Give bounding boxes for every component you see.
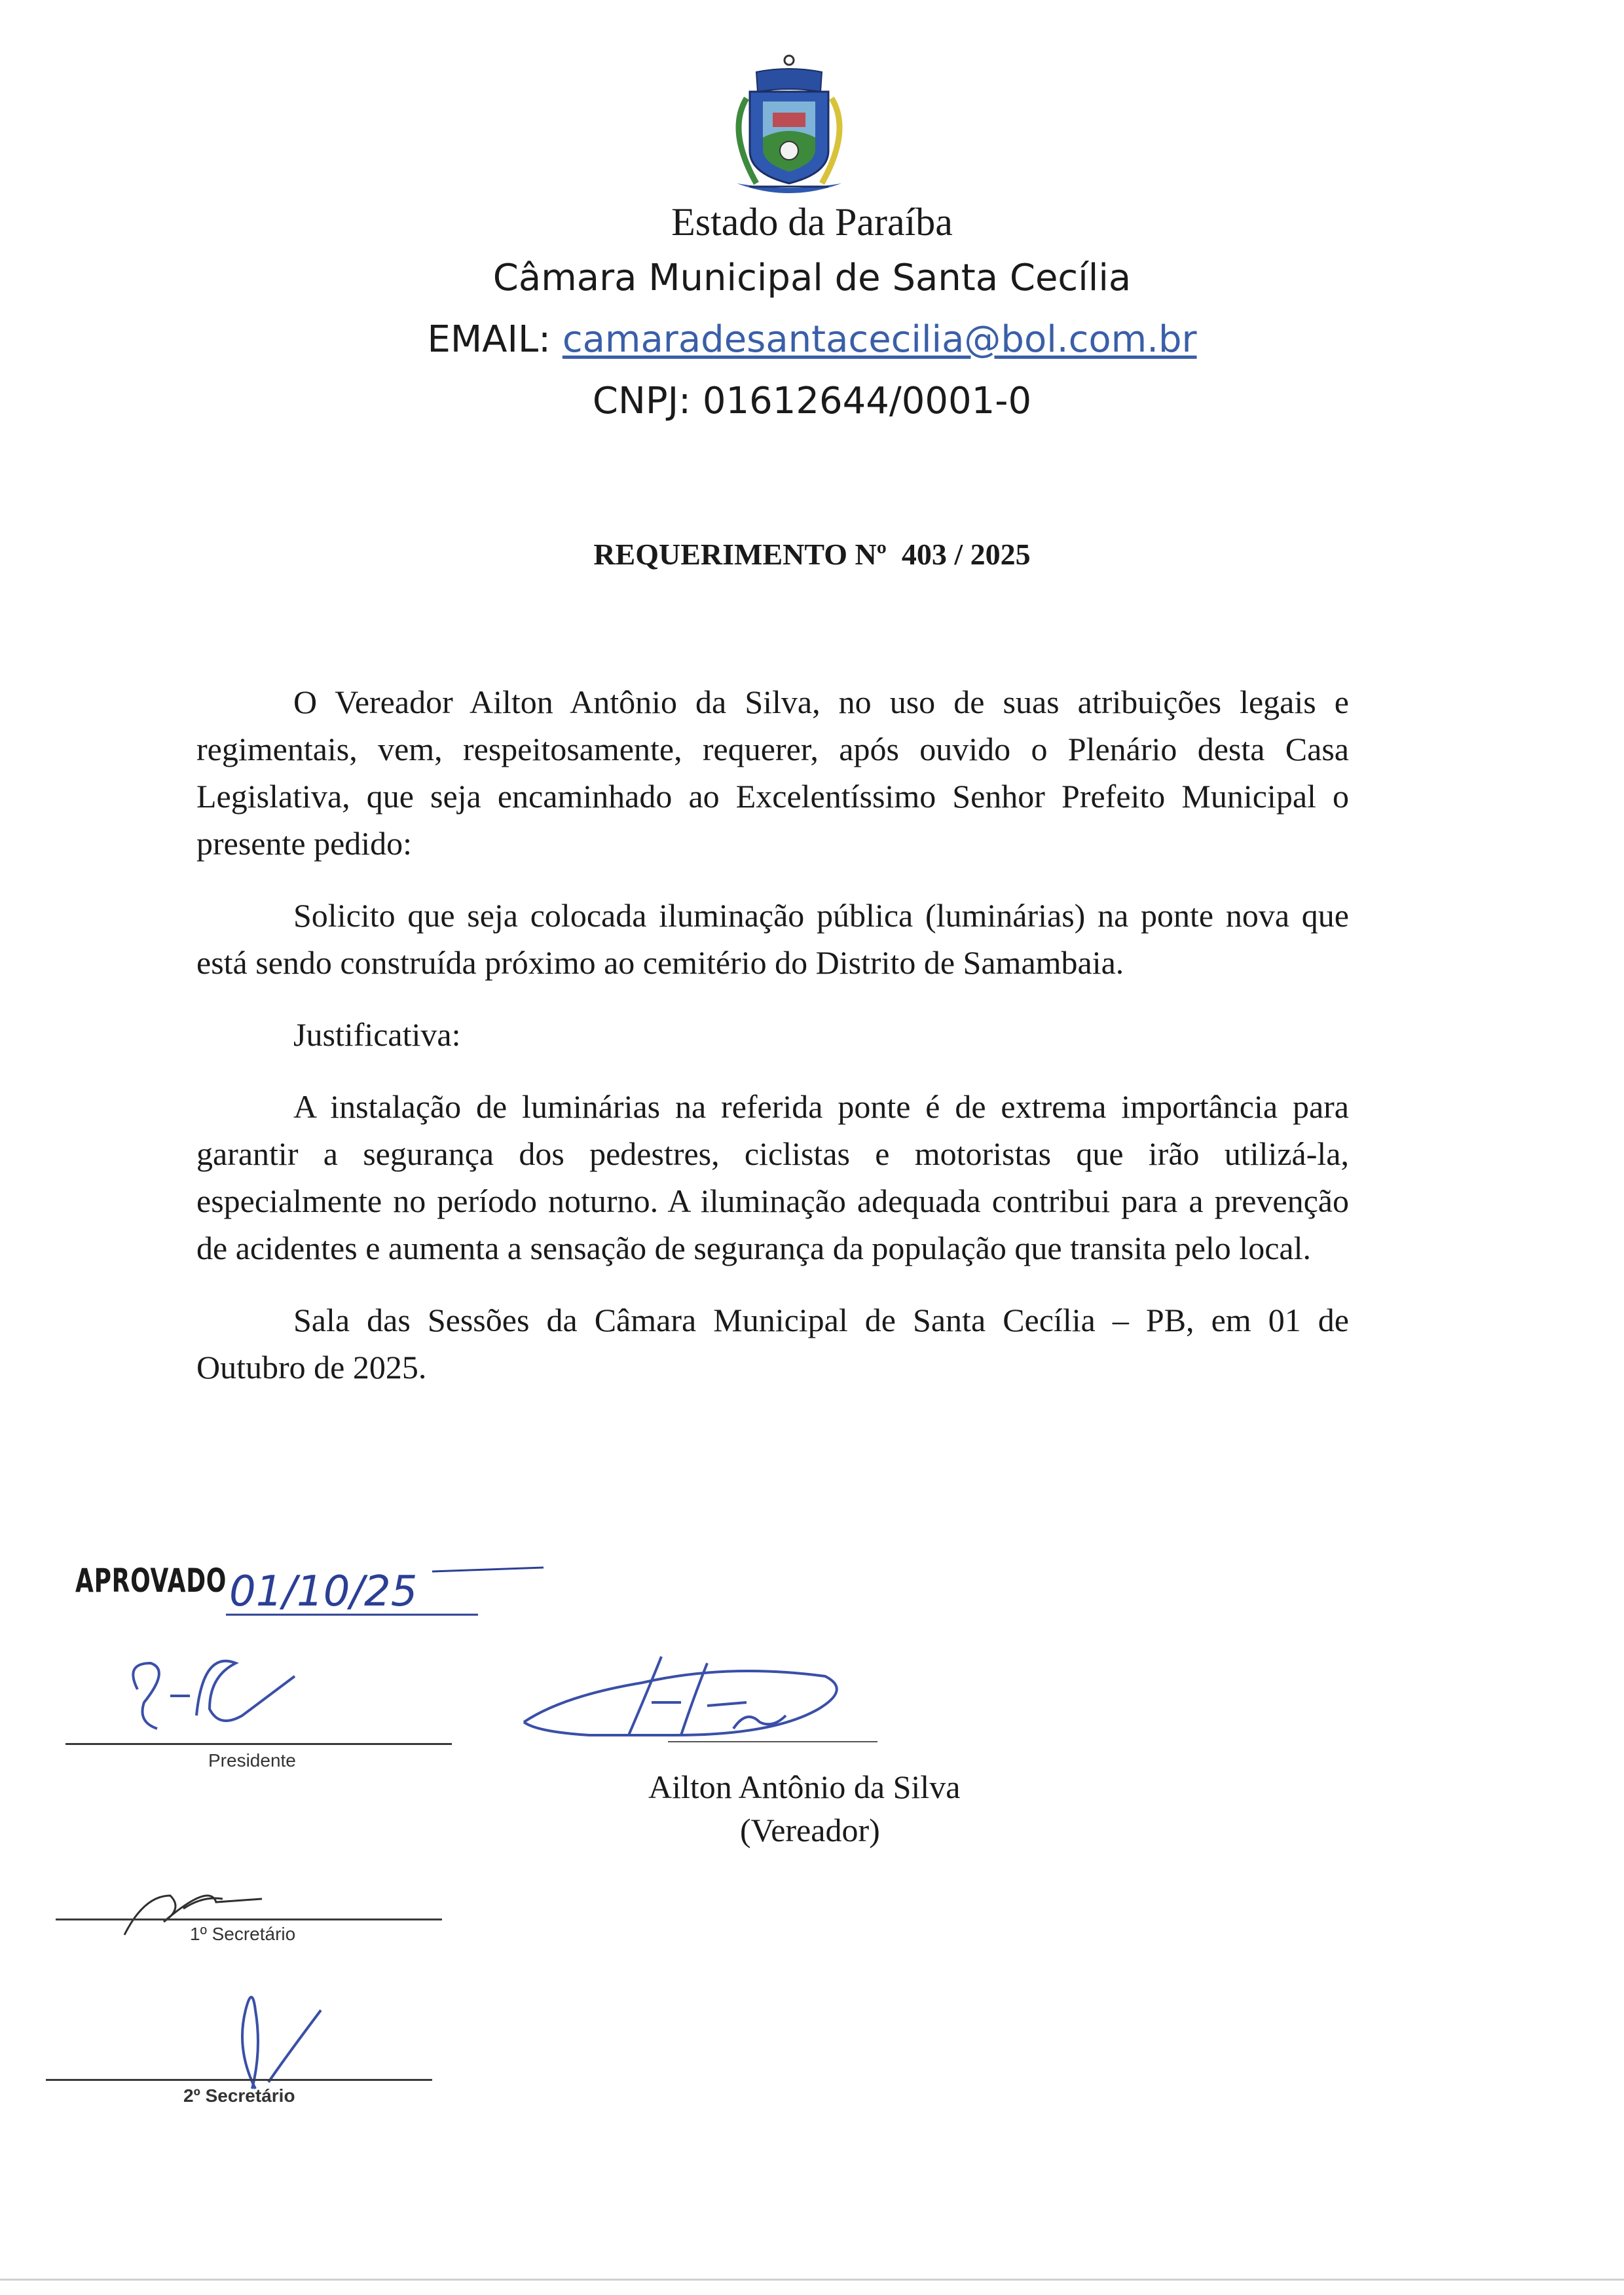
approval-date-handwriting <box>216 1558 557 1630</box>
president-label: Presidente <box>208 1750 296 1771</box>
document-title: REQUERIMENTO Nº 403 / 2025 <box>593 538 1031 571</box>
paragraph-request: O Vereador Ailton Antônio da Silva, no uso de suas atribuições legais e regimentais, vem, respeitosamente, requerer, após ouvido o Plenário desta Casa Legislativa, que seja encaminhado ao Excelentíssimo Senhor Prefeito Municipal o presente pedido: <box>196 684 1349 862</box>
cnpj: CNPJ: 01612644/0001-0 <box>592 380 1032 422</box>
paragraph-closing: Sala das Sessões da Câmara Municipal de Santa Cecília – PB, em 01 de Outubro de 2025. <box>196 1302 1349 1386</box>
paragraph-justification: A instalação de luminárias na referida ponte é de extrema importância para garantir a segurança dos pedestres, ciclistas e motoristas que irão utilizá-la, especialmente no período noturno. A iluminação adequada contribui para a prevenção de acidentes e aumenta a sensação de segurança da população que transita pelo local. <box>196 1088 1349 1266</box>
coat-of-arms-icon <box>710 52 868 200</box>
chamber-name: Câmara Municipal de Santa Cecília <box>492 257 1132 299</box>
president-signature-line <box>65 1743 452 1745</box>
second-secretary-signature-line <box>46 2079 432 2081</box>
author-role: (Vereador) <box>740 1812 880 1848</box>
second-secretary-signature <box>216 1971 347 2102</box>
document-body <box>196 678 1349 1391</box>
email-link[interactable]: camaradesantacecilia@bol.com.br <box>562 318 1197 361</box>
paragraph-solicitation: Solicito que seja colocada iluminação pública (luminárias) na ponte nova que está sendo construída próximo ao cemitério do Distrito de Samambaia. <box>196 897 1349 981</box>
paragraph-justification-heading: Justificativa: <box>293 1016 461 1053</box>
scan-edge <box>0 2279 1624 2281</box>
president-signature <box>98 1637 360 1755</box>
first-secretary-label: 1º Secretário <box>190 1924 296 1944</box>
first-secretary-signature-line <box>56 1919 442 1920</box>
author-signature <box>511 1630 877 1755</box>
second-secretary-label: 2º Secretário <box>183 2085 295 2106</box>
state-name: Estado da Paraíba <box>671 200 953 244</box>
email-label: EMAIL: <box>427 318 563 361</box>
email-line <box>0 318 1624 361</box>
approval-date: 01/10/25 <box>229 1568 418 1616</box>
approved-stamp: APROVADO <box>75 1562 227 1600</box>
author-name: Ailton Antônio da Silva <box>648 1769 961 1805</box>
